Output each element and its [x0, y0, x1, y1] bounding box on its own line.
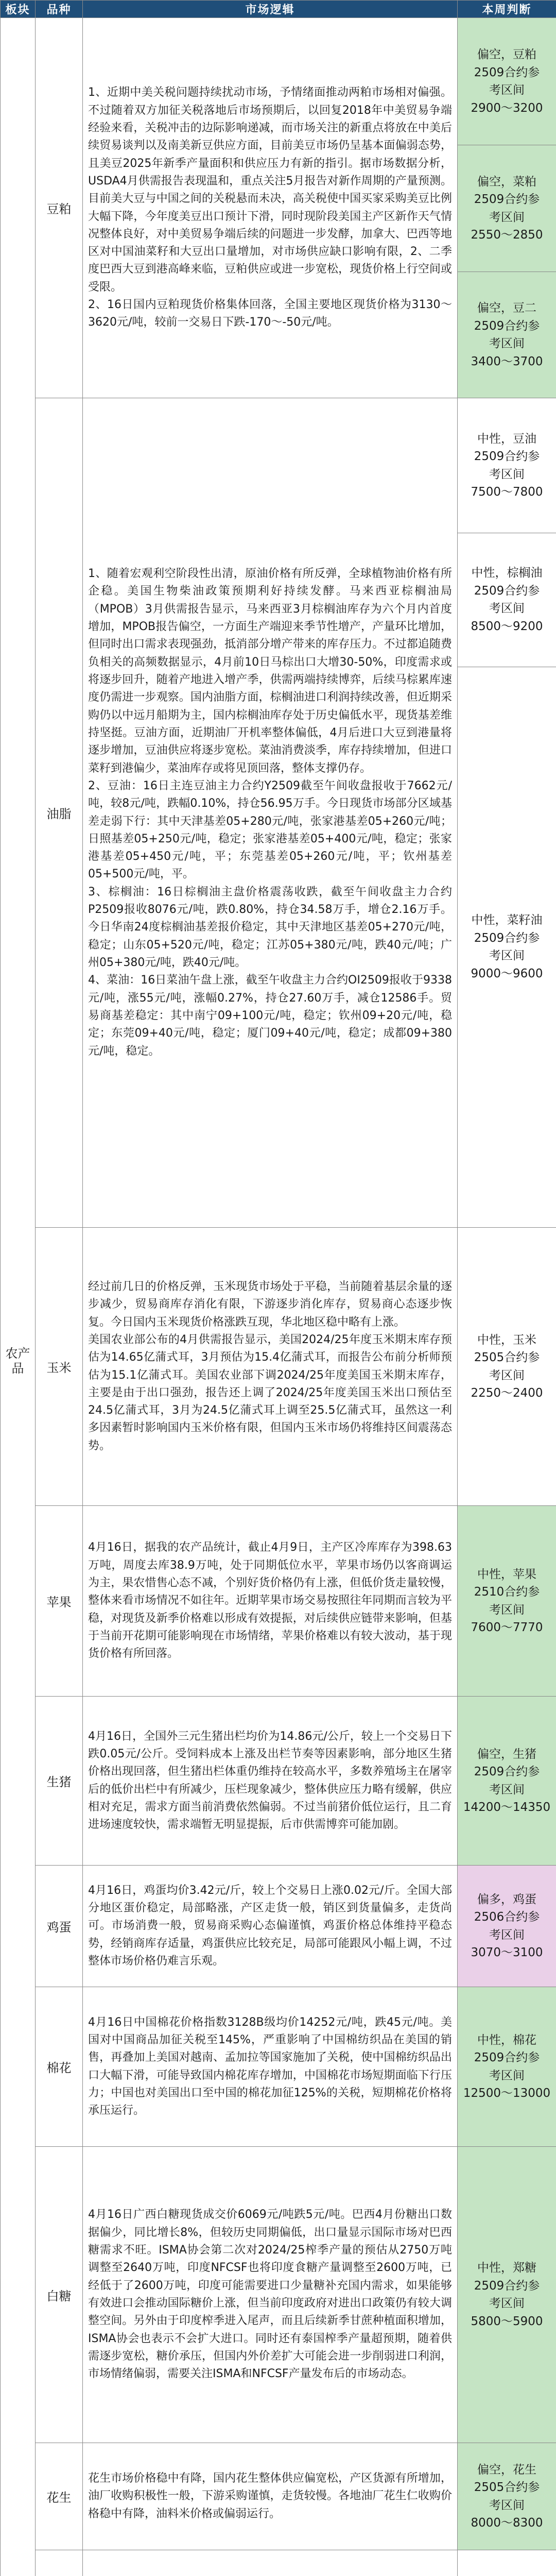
judge-soymeal-l1: 偏空，豆粕	[477, 48, 536, 61]
logic-hog	[83, 1697, 458, 1866]
table-row-apple	[1, 1506, 556, 1697]
logic-oils	[83, 398, 458, 1228]
logic-egg	[83, 1866, 458, 1987]
table-header-row	[1, 1, 556, 18]
table-row-sugar	[1, 2147, 556, 2443]
logic-soymeal-p1: 1、近期中美关税问题持续扰动市场，予情绪面推动两粕市场相对偏强。不过随着双方加征关税落地后市场预期后，以回复2018年中美贸易争端经验来看，关税冲击的边际影响递减，而市场关注的新重点将放在中美后续贸易谈判以及南美新豆供应方面，目前美豆市场仍呈基本面偏弱态势，且美豆2025年新季产量面积和供应压力有新的指引。据市场数据分析，USDA4月供需报告表现温和，重点关注5月报告对新作周期的产量预测。目前美大豆与中国之间的关税悬而未决，高关税使中国买家采购美豆比例大幅下降，今年度美豆出口预计下滑，同时现阶段美国主产区新作天气情况整体良好，对中美贸易争端后续的问题进一步发酵，加拿大、巴西等地区对中国油菜籽和大豆出口量增加，对市场供应缺口影响有限，2、二季度巴西大豆到港高峰来临，豆粕供应或进一步宽松，现货价格上行空间或受限。	[88, 86, 452, 294]
judge-rapemeal-l1: 偏空，菜粕	[477, 175, 536, 189]
logic-log	[83, 2550, 458, 2576]
judge-hog	[458, 1697, 556, 1866]
judge-hog-l3: 考区间	[489, 1783, 525, 1797]
judge-soymeal-l2: 2509合约参	[474, 65, 540, 79]
table-row-soymeal	[1, 18, 556, 398]
judge-rapeoil-l3: 考区间	[489, 949, 525, 962]
judge-palm-l4: 8500～9200	[471, 619, 543, 633]
logic-cotton-p1: 4月16日中国棉花价格指数3128B级均价14252元/吨，跌45元/吨。美国对中国商品加征关税至145%，严重影响了中国棉纺织品在美国的销售，再叠加上美国对越南、孟加拉等国家施加了关税，使中国棉纺织品出口大幅下滑，可能导致国内棉花库存增加，中国棉花市场短期面临下行压力；中国也对美国出口至中国的棉花加征125%的关税，短期棉花价格将承压运行。	[88, 2015, 452, 2117]
logic-corn-p1: 经过前几日的价格反弹，玉米现货市场处于平稳，当前随着基层余量的逐步减少，贸易商库存消化有限，下游逐步消化库存，贸易商心态逐步恢复。今日国内玉米现货价格涨跌互现，华北地区稳中略有上涨。	[88, 1280, 452, 1329]
judge-sugar-l4: 5800～5900	[471, 2314, 543, 2328]
judge-peanut-l1: 偏空，花生	[477, 2463, 536, 2477]
table-row-corn	[1, 1228, 556, 1506]
logic-oils-p4: 4、菜油：16日菜油午盘上涨，截至午收盘主力合约OI2509报收于9338元/吨，涨55元/吨，涨幅0.27%，持仓27.60万手，减仓12586手。贸易商基差稳定：其中南宁09+100元/吨，稳定；钦州09+20元/吨，稳定；东莞09+40元/吨，稳定；厦门09+40元/吨，稳定；成都09+380元/吨，稳定。	[88, 974, 452, 1058]
judge-egg-l3: 考区间	[489, 1928, 525, 1942]
variety-peanut: 花生	[36, 2443, 83, 2550]
header-judge: 本周判断	[458, 1, 556, 18]
judge-cotton-l2: 2509合约参	[474, 2051, 540, 2064]
logic-log-p1	[88, 2574, 452, 2576]
judge-apple-l1: 中性，苹果	[477, 1567, 536, 1581]
judge-oils-group	[458, 398, 556, 1228]
logic-oils-p3: 3、棕榈油：16日棕榈油主盘价格震荡收跌，截至午间收盘主力合约P2509报收8076元/吨，跌0.80%，持仓34.58万手，增仓2.16万手。今日华南24度棕榈油基差报价稳定，其中天津地区基差05+270元/吨，稳定；山东05+520元/吨，稳定；江苏05+380元/吨，跌40元/吨；广州05+380元/吨，跌40元/吨。	[88, 885, 452, 969]
table-row-peanut	[1, 2443, 556, 2550]
logic-sugar-p1: 4月16日广西白糖现货成交价6069元/吨跌5元/吨。巴西4月份糖出口数据偏少，同比增长8%，但较历史同期偏低，出口量显示国际市场对巴西糖需求不旺。ISMA协会第二次对2024/25榨季产量的预估从2750万吨调整至2640万吨，印度NFCSF也将印度食糖产量调整至2600万吨，已经低于了2600万吨，印度可能需要进口少量糖补充国内需求，如果能够有效进口会推动国际糖价上涨，但当前印度政府对进出口政策仍有较大调整空间。另外由于印度榨季进入尾声，而且后续新季甘蔗种植面积增加，ISMA协会也表示不会扩大进口。同时还有泰国榨季产量超预期，随着供需逐步宽松，糖价承压，但国内外价差扩大可能会进一步削弱进口利润，市场情绪偏弱，需要关注ISMA和NFCSF产量发布后的市场动态。	[88, 2208, 452, 2381]
judge-sugar-l1: 中性，郑糖	[477, 2261, 536, 2275]
judge-soyoil	[458, 399, 556, 533]
header-variety: 品种	[36, 1, 83, 18]
judge-palm-l2: 2509合约参	[474, 584, 540, 598]
judge-hog-l2: 2509合约参	[474, 1765, 540, 1778]
judge-egg-l1: 偏多，鸡蛋	[477, 1892, 536, 1906]
judge-soybean2	[458, 272, 556, 398]
judge-soyoil-l4: 7500～7800	[471, 485, 543, 499]
variety-log	[36, 2550, 83, 2576]
variety-cotton: 棉花	[36, 1987, 83, 2147]
table-row-cotton	[1, 1987, 556, 2147]
variety-sugar: 白糖	[36, 2147, 83, 2443]
table-row-egg	[1, 1866, 556, 1987]
judge-apple-l3: 考区间	[489, 1603, 525, 1617]
judge-apple-l2: 2510合约参	[474, 1585, 540, 1599]
judge-rapemeal-l3: 考区间	[489, 210, 525, 224]
judge-soybean2-l4: 3400～3700	[471, 354, 543, 368]
judge-soymeal-group	[458, 18, 556, 398]
variety-egg: 鸡蛋	[36, 1866, 83, 1987]
header-sector: 板块	[1, 1, 36, 18]
sector-cell: 农产品	[1, 18, 36, 2576]
logic-corn	[83, 1228, 458, 1506]
judge-soybean2-l1: 偏空，豆二	[477, 301, 536, 315]
table-row-log	[1, 2550, 556, 2576]
judge-rapeoil-l2: 2509合约参	[474, 931, 540, 945]
logic-soymeal	[83, 18, 458, 398]
judge-peanut-l4: 8000～8300	[471, 2516, 543, 2530]
logic-egg-p1: 4月16日，鸡蛋均价3.42元/斤，较上个交易日上涨0.02元/斤。全国大部分地区蛋价稳定，局部略涨，产区走货一般，销区到货量偏多，走货尚可。市场消费一般，贸易商采购心态偏谨慎，鸡蛋价格总体维持平稳态势，经销商库存适量，鸡蛋供应比较充足，局部可能跟风小幅上调，不过整体市场价格仍难言乐观。	[88, 1884, 452, 1968]
judge-log	[458, 2550, 556, 2576]
judge-soyoil-l2: 2509合约参	[474, 450, 540, 463]
judge-peanut-l3: 考区间	[489, 2498, 525, 2512]
judge-rapeoil	[458, 667, 556, 1227]
judge-egg-l2: 2506合约参	[474, 1910, 540, 1924]
judge-rapeoil-l4: 9000～9600	[471, 967, 543, 980]
variety-apple: 苹果	[36, 1506, 83, 1697]
judge-cotton-l4: 12500～13000	[463, 2087, 551, 2100]
judge-palm-l1: 中性，棕榈油	[471, 566, 543, 580]
judge-palm	[458, 533, 556, 667]
table-row-hog	[1, 1697, 556, 1866]
logic-soymeal-p2: 2、16日国内豆粕现货价格集体回落，全国主要地区现货价格为3130～3620元/吨，较前一交易日下跌-170～-50元/吨。	[88, 298, 452, 329]
header-logic: 市场逻辑	[83, 1, 458, 18]
logic-oils-p1: 1、随着宏观利空阶段性出清，原油价格有所反弹，全球植物油价格有所企稳。美国生物柴油政策预期利好持续发酵。马来西亚棕榈油局（MPOB）3月供需报告显示，马来西亚3月棕榈油库存为六个月内首度增加，MPOB报告偏空，一方面生产端迎来季节性增产，产量环比增加，但同时出口需求表现强劲，抵消部分增产带来的库存压力。不过都追随费负相关的高频数据显示，4月前10日马棕出口大增30-50%，印度需求或将逐步回升，随着产地进入增产季，供需两端持续博弈，后续马棕累库速度仍需进一步观察。国内油脂方面，棕榈油进口利润持续改善，但近期采购仍以中远月船期为主，国内棕榈油库存处于历史偏低水平，现货基差维持坚挺。豆油方面，近期油厂开机率整体偏低，4月后进口大豆到港量将逐步增加，豆油供应将逐步宽松。菜油消费淡季，库存持续增加，但进口菜籽到港偏少，菜油库存或将见顶回落，整体支撑仍存。	[88, 567, 452, 775]
judge-soymeal-l4: 2900～3200	[471, 101, 543, 115]
judge-peanut	[458, 2443, 556, 2550]
judge-corn-l4: 2250～2400	[471, 1386, 543, 1400]
judge-soymeal-l3: 考区间	[489, 83, 525, 97]
judge-soybean2-l2: 2509合约参	[474, 319, 540, 333]
logic-oils-p2: 2、豆油：16日主连豆油主力合约Y2509截至午间收盘报收于7662元/吨，较8元/吨，跌幅0.10%，持仓56.95万手。今日现货市场部分区域基差走弱下行：其中天津基差05+280元/吨，张家港基差05+260元/吨；日照基差05+250元/吨，稳定；张家港基差05+400元/吨，稳定；张家港基差05+450元/吨，平；东莞基差05+260元/吨，平；钦州基差05+500元/吨，平。	[88, 779, 452, 881]
logic-peanut	[83, 2443, 458, 2550]
judge-sugar-l2: 2509合约参	[474, 2279, 540, 2293]
judge-hog-l4: 14200～14350	[463, 1801, 551, 1814]
logic-peanut-p1: 花生市场价格稳中有降，国内花生整体供应偏宽松，产区货源有所增加，油厂收购积极性一般，下游采购谨慎，走货较慢。各地油厂花生仁收购价格稳中有降，油料米价格或偏弱运行。	[88, 2472, 452, 2520]
judge-palm-l3: 考区间	[489, 602, 525, 615]
judge-rapemeal-l4: 2550～2850	[471, 228, 543, 242]
judge-soyoil-l1: 中性，豆油	[477, 432, 536, 446]
logic-corn-p2: 美国农业部公布的4月供需报告显示，美国2024/25年度玉米期末库存预估为14.65亿蒲式耳，3月预估为15.4亿蒲式耳，而报告公布前分析师预估为15.1亿蒲式耳。美国农业部下调2024/25年度美国玉米期末库存，主要是由于出口强劲，报告还上调了2024/25年度美国玉米出口预估至24.5亿蒲式耳，3月为24.5亿蒲式耳上调至25.5亿蒲式耳，虽然这一利多因素暂时影响国内玉米价格有限，但国内玉米市场仍将维持区间震荡态势。	[88, 1333, 452, 1452]
variety-oils: 油脂	[36, 398, 83, 1228]
judge-corn-l3: 考区间	[489, 1368, 525, 1382]
judge-cotton	[458, 1987, 556, 2147]
variety-hog: 生猪	[36, 1697, 83, 1866]
variety-soymeal: 豆粕	[36, 18, 83, 398]
judge-corn	[458, 1228, 556, 1506]
judge-corn-l2: 2505合约参	[474, 1351, 540, 1364]
judge-egg-l4: 3070～3100	[471, 1946, 543, 1959]
judge-soyoil-l3: 考区间	[489, 467, 525, 481]
logic-apple	[83, 1506, 458, 1697]
variety-corn: 玉米	[36, 1228, 83, 1506]
judge-rapemeal	[458, 145, 556, 272]
logic-sugar	[83, 2147, 458, 2443]
logic-hog-p1: 4月16日，全国外三元生猪出栏均价为14.86元/公斤，较上一个交易日下跌0.05元/公斤。受饲料成本上涨及出栏节奏等因素影响，部分地区生猪价格出现回落，但生猪出栏体重仍维持在较高水平，多数养殖场主在屠宰后的低价出栏中有所减少，压栏现象减少，整体供应压力略有缓解，供应相对充足，需求方面当前消费依然偏弱。不过当前猪价低位运行，且二育进场速度较快，需求端暂无明显提振，后市供需博弈可能加剧。	[88, 1730, 452, 1832]
judge-cotton-l1: 中性，棉花	[477, 2033, 536, 2047]
logic-cotton	[83, 1987, 458, 2147]
logic-apple-p1: 4月16日，据我的农产品统计，截止4月9日，主产区冷库库存为398.63万吨，周度去库38.9万吨，处于同期低位水平，苹果市场仍以客商调运为主，果农惜售心态不减，个别好货价格仍有上涨，但低价货走量较慢，整体来看市场情况不如往年。近期苹果市场交易按照往年同期而言较为平稳，对现货及新季价格难以形成有效提振，对后续供应链带来影响，但基于当前开花期可能影响现在市场情绪，苹果价格难以有较大波动，基于现货价格有所回落。	[88, 1541, 452, 1660]
judge-peanut-l2: 2505合约参	[474, 2481, 540, 2494]
table-row-oils	[1, 398, 556, 1228]
judge-sugar	[458, 2147, 556, 2443]
judge-rapeoil-l1: 中性，菜籽油	[471, 913, 543, 927]
judge-soybean2-l3: 考区间	[489, 337, 525, 350]
judge-corn-l1: 中性，玉米	[477, 1333, 536, 1347]
judge-soymeal	[458, 18, 556, 145]
judge-egg	[458, 1866, 556, 1987]
judge-hog-l1: 偏空，生猪	[477, 1747, 536, 1761]
judge-apple	[458, 1506, 556, 1697]
judge-rapemeal-l2: 2509合约参	[474, 193, 540, 206]
judge-cotton-l3: 考区间	[489, 2069, 525, 2082]
judge-sugar-l3: 考区间	[489, 2297, 525, 2310]
judge-apple-l4: 7600～7770	[471, 1621, 543, 1634]
